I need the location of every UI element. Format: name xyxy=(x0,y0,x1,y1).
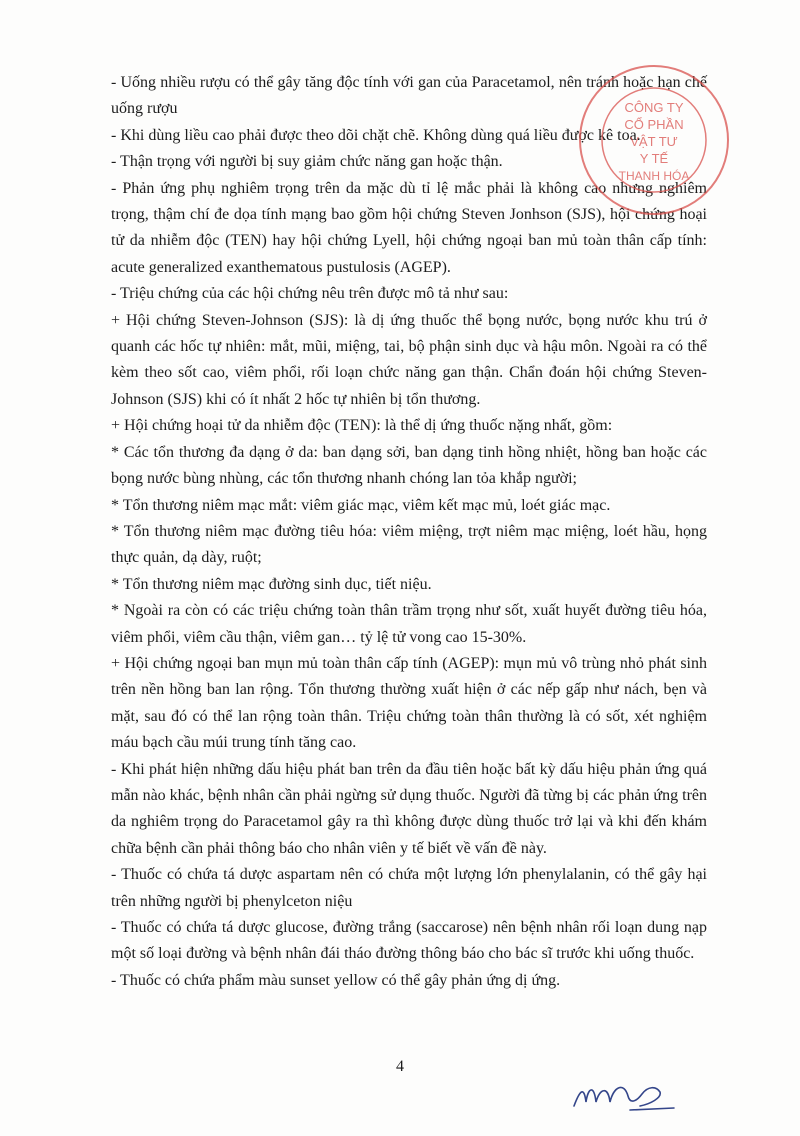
paragraph-7: + Hội chứng hoại tử da nhiễm độc (TEN): là thể dị ứng thuốc nặng nhất, gồm: xyxy=(111,417,613,435)
paragraph-13: + Hội chứng ngoại ban mụn mủ toàn thân cấp tính (AGEP): mụn mủ vô trùng nhỏ phát sinh trên nền hồng ban lan rộng. Tổn thương thường xuất hiện ở các nếp gấp như nách, bẹn và mặt, sau đó có thể lan rộng toàn thân. Triệu chứng toàn thân thường là có sốt, xét nghiệm máu bạch cầu múi trung tính tăng cao. xyxy=(111,654,707,752)
paragraph-2: - Khi dùng liều cao phải được theo dõi chặt chẽ. Không dùng quá liều được kê toa. xyxy=(111,126,641,144)
svg-text:VẬT TƯ: VẬT TƯ xyxy=(630,134,678,149)
company-stamp xyxy=(574,60,734,220)
paragraph-9: * Tổn thương niêm mạc mắt: viêm giác mạc, viêm kết mạc mủ, loét giác mạc. xyxy=(111,496,611,514)
svg-text:THANH HÓA: THANH HÓA xyxy=(618,169,690,183)
paragraph-4: - Phản ứng phụ nghiêm trọng trên da mặc dù tỉ lệ mắc phải là không cao nhưng nghiêm trọng, thậm chí đe dọa tính mạng bao gồm hội chứng Steven Jonhson (SJS), hội chứng hoại tử da nhiễm độc (TEN) hay hội chứng Lyell, hội chứng ngoại ban mủ toàn thân cấp tính: acute generalized exanthematous pustulosis (AGEP). xyxy=(111,179,707,276)
svg-text:CỔ PHẦN: CỔ PHẦN xyxy=(624,117,684,132)
paragraph-16: - Thuốc có chứa tá dược glucose, đường trắng (saccarose) nên bệnh nhân rối loạn dung nạp một số loại đường và bệnh nhân đái tháo đường thông báo cho bác sĩ trước khi uống thuốc. xyxy=(111,919,707,963)
paragraph-1: - Uống nhiều rượu có thể gây tăng độc tính với gan của Paracetamol, nên tránh hoặc hạn chế uống rượu xyxy=(111,74,707,118)
paragraph-17: - Thuốc có chứa phẩm màu sunset yellow có thể gây phản ứng dị ứng. xyxy=(111,971,561,989)
paragraph-6: + Hội chứng Steven-Johnson (SJS): là dị ứng thuốc thể bọng nước, bọng nước khu trú ở quanh các hốc tự nhiên: mắt, mũi, miệng, tai, bộ phận sinh dục và hậu môn. Ngoài ra có thể kèm theo sốt cao, viêm phổi, rối loạn chức năng gan thận. Chẩn đoán hội chứng Steven-Johnson (SJS) khi có ít nhất 2 hốc tự nhiên bị tổn thương. xyxy=(111,311,707,408)
paragraph-15: - Thuốc có chứa tá dược aspartam nên có chứa một lượng lớn phenylalanin, có thể gây hại trên những người bị phenylceton niệu xyxy=(111,866,707,910)
page-number: 4 xyxy=(396,1058,404,1075)
paragraph-14: - Khi phát hiện những dấu hiệu phát ban trên da đầu tiên hoặc bất kỳ dấu hiệu phản ứng quá mẫn nào khác, bệnh nhân cần phải ngừng sử dụng thuốc. Người đã từng bị các phản ứng trên da nghiêm trọng do Paracetamol gây ra thì không được dùng thuốc trở lại và khi đến khám chữa bệnh cần phải thông báo cho nhân viên y tế biết về vấn đề này. xyxy=(111,760,707,857)
paragraph-8: * Các tổn thương đa dạng ở da: ban dạng sởi, ban dạng tinh hồng nhiệt, hồng ban hoặc các bọng nước bùng nhùng, các tổn thương nhanh chóng lan tỏa khắp người; xyxy=(111,443,707,488)
paragraph-5: - Triệu chứng của các hội chứng nêu trên được mô tả như sau: xyxy=(111,285,509,303)
svg-text:CÔNG TY: CÔNG TY xyxy=(624,100,684,115)
svg-text:Y TẾ: Y TẾ xyxy=(639,151,669,166)
paragraph-11: * Tổn thương niêm mạc đường sinh dục, tiết niệu. xyxy=(111,575,432,593)
handwritten-signature xyxy=(570,1072,680,1116)
paragraph-3: - Thận trọng với người bị suy giảm chức năng gan hoặc thận. xyxy=(111,153,503,171)
paragraph-10: * Tổn thương niêm mạc đường tiêu hóa: viêm miệng, trợt niêm mạc miệng, loét hầu, họng thực quản, dạ dày, ruột; xyxy=(111,522,707,567)
paragraph-12: * Ngoài ra còn có các triệu chứng toàn thân trầm trọng như sốt, xuất huyết đường tiêu hóa, viêm phổi, viêm cầu thận, viêm gan… tỷ lệ tử vong cao 15-30%. xyxy=(111,602,707,646)
